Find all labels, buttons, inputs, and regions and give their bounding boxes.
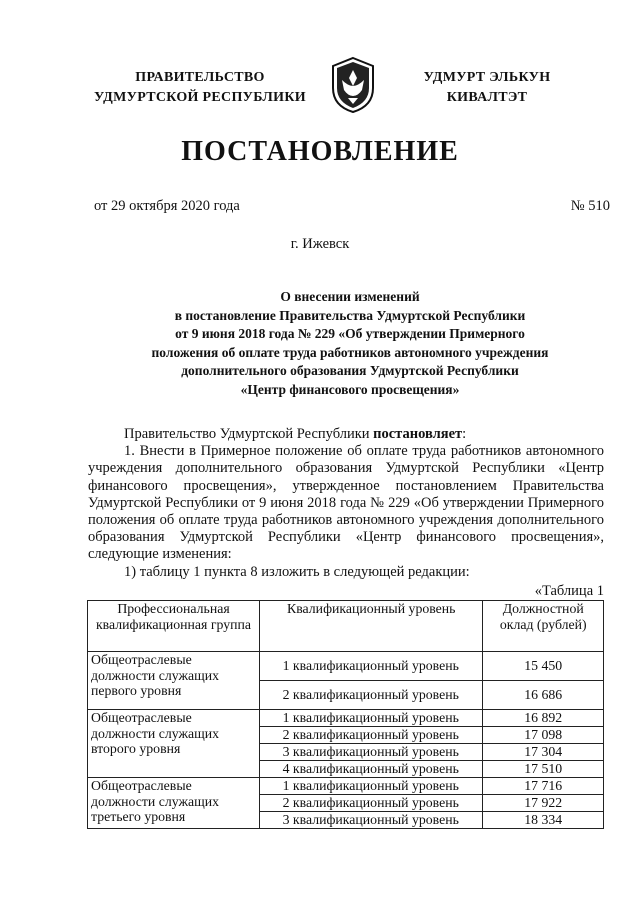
table-header-row — [88, 601, 604, 652]
intro-colon: : — [462, 426, 467, 442]
issuer-udm-line-1: УДМУРТ ЭЛЬКУН — [423, 70, 551, 85]
intro-verb: постановляет — [373, 426, 463, 442]
level-cell: 4 квалификационный уровень — [260, 761, 483, 778]
salary-cell: 17 716 — [483, 778, 604, 795]
salary-cell: 15 450 — [483, 652, 604, 681]
table-row — [88, 710, 604, 727]
table-row — [88, 778, 604, 795]
issuer-name-udmurt — [412, 68, 562, 108]
document-date: от 29 октября 2020 года — [94, 198, 240, 214]
salary-cell: 17 510 — [483, 761, 604, 778]
subject-line: О внесении изменений — [280, 289, 420, 304]
salary-cell: 18 334 — [483, 812, 604, 829]
salary-cell: 16 686 — [483, 681, 604, 710]
salary-table — [87, 600, 604, 829]
level-cell: 1 квалификационный уровень — [260, 710, 483, 727]
issuer-name-russian — [86, 68, 314, 108]
intro-paragraph — [88, 426, 604, 443]
subject-line: «Центр финансового просвещения» — [240, 381, 460, 397]
issuer-udm-line-2: КИВАЛТЭТ — [446, 90, 528, 105]
paragraph-2: 1) таблицу 1 пункта 8 изложить в следующей редакции: — [124, 563, 470, 580]
table-row — [88, 652, 604, 681]
document-title: ПОСТАНОВЛЕНИЕ — [181, 136, 459, 167]
header-group: Профессиональная квалификационная группа — [88, 601, 260, 652]
salary-cell: 16 892 — [483, 710, 604, 727]
group-name: Общеотраслевые должности служащих второго уровня — [88, 710, 260, 778]
level-cell: 1 квалификационный уровень — [260, 778, 483, 795]
level-cell: 2 квалификационный уровень — [260, 681, 483, 710]
header-level: Квалификационный уровень — [260, 601, 483, 652]
level-cell: 2 квалификационный уровень — [260, 795, 483, 812]
document-body — [88, 426, 604, 600]
level-cell: 1 квалификационный уровень — [260, 652, 483, 681]
document-city: г. Ижевск — [290, 236, 350, 252]
table-label: «Таблица 1 — [534, 582, 604, 599]
level-cell: 3 квалификационный уровень — [260, 812, 483, 829]
group-name: Общеотраслевые должности служащих первого уровня — [88, 652, 260, 710]
subject-line: от 9 июня 2018 года № 229 «Об утверждении Примерного — [175, 326, 525, 341]
salary-cell: 17 922 — [483, 795, 604, 812]
subject-line: положения об оплате труда работников автономного учреждения — [151, 344, 549, 360]
issuer-line-1: ПРАВИТЕЛЬСТВО — [135, 70, 265, 85]
level-cell: 3 квалификационный уровень — [260, 744, 483, 761]
header-salary: Должностной оклад (рублей) — [483, 601, 604, 652]
document-number: № 510 — [570, 198, 610, 214]
salary-cell: 17 098 — [483, 727, 604, 744]
document-subject — [100, 288, 600, 399]
subject-line: дополнительного образования Удмуртской Республики — [181, 363, 519, 378]
salary-cell: 17 304 — [483, 744, 604, 761]
subject-line: в постановление Правительства Удмуртской Республики — [174, 307, 526, 323]
intro-text: Правительство Удмуртской Республики — [124, 426, 374, 442]
level-cell: 2 квалификационный уровень — [260, 727, 483, 744]
paragraph-1: 1. Внести в Примерное положение об оплате труда работников автономного учреждения дополнительного образования Удмуртской Республики «Центр финансового просвещения», утвержденное постановлением Правительства Удмуртской Республики от 9 июня 2018 года № 229 «Об утверждении Примерного положения об оплате труда работников автономного учреждения дополнительного образования Удмуртской Республики «Центр финансового просвещения», следующие изменения: — [88, 443, 604, 563]
coat-of-arms-emblem — [328, 56, 378, 114]
group-name: Общеотраслевые должности служащих третьего уровня — [88, 778, 260, 829]
issuer-line-2: УДМУРТСКОЙ РЕСПУБЛИКИ — [94, 90, 306, 105]
